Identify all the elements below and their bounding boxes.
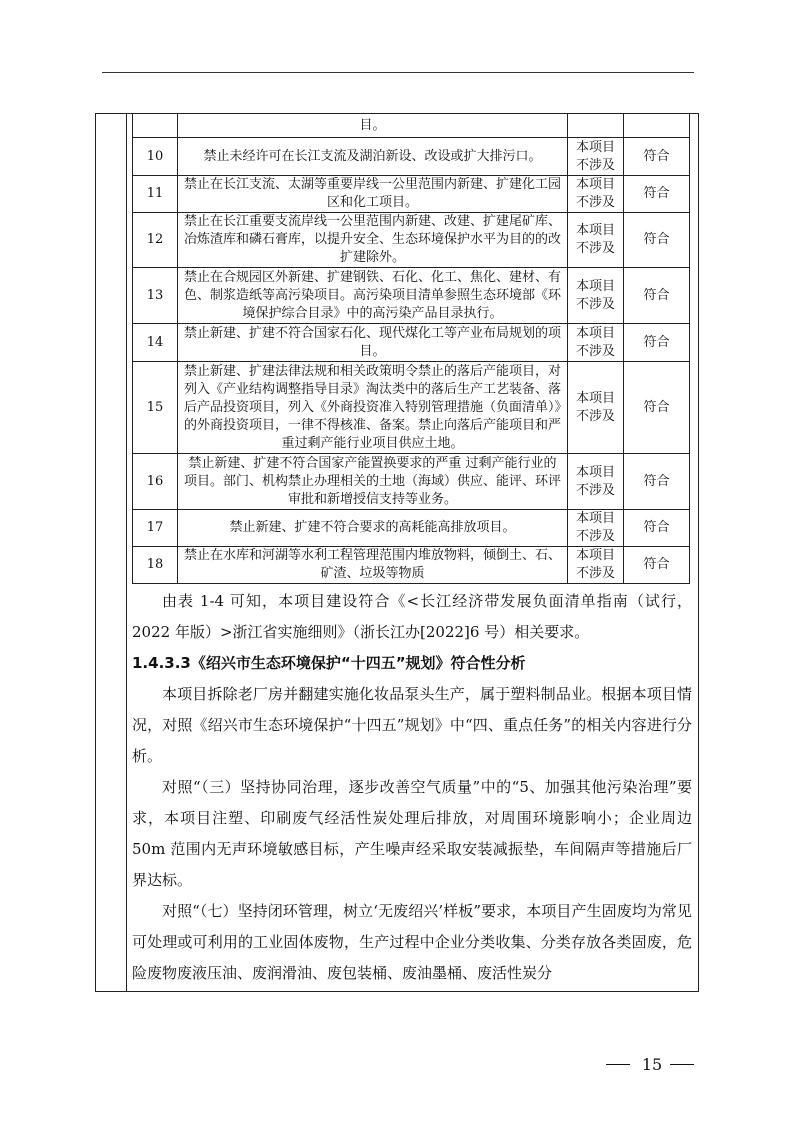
table-cell-content: 禁止新建、扩建法律法规和相关政策明令禁止的落后产能项目，对列入《产业结构调整指导目录》淘汰类中的落后生产工艺装备、落后产品投资项目，列入《外商投资准入特别管理措施（负面清单）》的外商投资项目，一律不得核准、备案。禁止向落后产能项目和严重过剩产能行业项目供应土地。 <box>178 362 568 454</box>
table-cell-num: 11 <box>133 176 178 213</box>
table-row <box>133 324 690 362</box>
status-line2: 不涉及 <box>575 157 615 173</box>
table-row <box>133 176 690 213</box>
table-cell-content: 禁止新建、扩建不符合国家石化、现代煤化工等产业布局规划的项目。 <box>178 324 568 362</box>
table-cell-content: 禁止新建、扩建不符合国家产能置换要求的严重 过剩产能行业的项目。部门、机构禁止办理相关的土地（海域）供应、能评、环评审批和新增授信支持等业务。 <box>178 454 568 510</box>
table-cell-status <box>568 114 624 138</box>
table-cell-content: 禁止新建、扩建不符合要求的高耗能高排放项目。 <box>178 510 568 547</box>
page-number-dash-left <box>606 1064 630 1065</box>
table-cell-result: 符合 <box>624 324 690 362</box>
table-cell-result: 符合 <box>624 268 690 324</box>
status-line1: 本项目 <box>575 223 615 238</box>
table-row-continuation <box>133 114 690 138</box>
status-line1: 本项目 <box>575 548 615 563</box>
table-cell-num: 15 <box>133 362 178 454</box>
table-cell-status <box>568 362 624 454</box>
table-cell-num: 12 <box>133 213 178 268</box>
status-line1: 本项目 <box>575 511 615 526</box>
table-cell-content: 禁止在合规园区外新建、扩建钢铁、石化、化工、焦化、建材、有色、制浆造纸等高污染项目。高污染项目清单参照生态环境部《环境保护综合目录》中的高污染产品目录执行。 <box>178 268 568 324</box>
table-cell-content: 禁止在长江重要支流岸线一公里范围内新建、改建、扩建尾矿库、冶炼渣库和磷石膏库，以提升安全、生态环境保护水平为目的的改扩建除外。 <box>178 213 568 268</box>
paragraph-air-quality: 对照“（三）坚持协同治理，逐步改善空气质量”中的“5、加强其他污染治理”要求，本项目注塑、印刷废气经活性炭处理后排放，对周围环境影响小；企业周边 50m 范围内无声环境敏感目标，产生噪声经采取安装减振垫，车间隔声等措施后厂界达标。 <box>132 778 692 889</box>
negative-list-table <box>132 113 690 584</box>
status-line2: 不涉及 <box>575 529 615 544</box>
paragraph-waste-management: 对照“（七）坚持闭环管理，树立‘无废绍兴’样板”要求，本项目产生固废均为常见可处理或可利用的工业固体废物，生产过程中企业分类收集、分类存放各类固废，危险废物废液压油、废润滑油、废包装桶、废油墨桶、废活性炭分 <box>132 902 692 982</box>
table-row <box>133 454 690 510</box>
status-line2: 不涉及 <box>575 241 615 256</box>
table-cell-status <box>568 547 624 584</box>
table-cell-status <box>568 324 624 362</box>
status-line1: 本项目 <box>575 177 615 192</box>
paragraph-project-intro: 本项目拆除老厂房并翻建实施化妆品泵头生产，属于塑料制品业。根据本项目情况，对照《绍兴市生态环境保护“十四五”规划》中“四、重点任务”的相关内容进行分析。 <box>132 685 692 765</box>
table-cell-content: 目。 <box>178 114 568 138</box>
status-line1: 本项目 <box>575 139 615 155</box>
table-row <box>133 362 690 454</box>
status-line1: 本项目 <box>575 464 615 480</box>
table-cell-result: 符合 <box>624 362 690 454</box>
table-cell-num: 17 <box>133 510 178 547</box>
paragraph-table-conclusion: 由表 1-4 可知，本项目建设符合《<长江经济带发展负面清单指南（试行，2022 年版）>浙江省实施细则》（浙长江办[2022]6 号）相关要求。 <box>132 592 692 641</box>
table-row <box>133 268 690 324</box>
table-cell-status <box>568 454 624 510</box>
table-cell-num: 18 <box>133 547 178 584</box>
table-cell-result: 符合 <box>624 138 690 176</box>
table-cell-result: 符合 <box>624 547 690 584</box>
table-cell-result: 符合 <box>624 454 690 510</box>
table-cell-status <box>568 213 624 268</box>
table-cell-status <box>568 268 624 324</box>
status-line2: 不涉及 <box>575 408 615 424</box>
table-cell-content: 禁止在长江支流、太湖等重要岸线一公里范围内新建、扩建化工园区和化工项目。 <box>178 176 568 213</box>
table-cell-status <box>568 510 624 547</box>
frame-left-column-divider <box>126 114 127 991</box>
header-rule <box>102 72 694 73</box>
table-cell-content: 禁止在水库和河湖等水利工程管理范围内堆放物料，倾倒土、石、矿渣、垃圾等物质 <box>178 547 568 584</box>
table-cell-num: 13 <box>133 268 178 324</box>
status-line2: 不涉及 <box>575 195 615 210</box>
table-cell-result: 符合 <box>624 176 690 213</box>
table-cell-status <box>568 176 624 213</box>
status-line1: 本项目 <box>575 325 615 341</box>
section-heading: 1.4.3.3《绍兴市生态环境保护“十四五”规划》符合性分析 <box>132 654 526 672</box>
table-cell-content: 禁止未经许可在长江支流及湖泊新设、改设或扩大排污口。 <box>178 138 568 176</box>
table-cell-num: 10 <box>133 138 178 176</box>
page-number-dash-right <box>670 1064 694 1065</box>
table-cell-num <box>133 114 178 138</box>
body-text <box>132 586 692 989</box>
page-number: 15 <box>641 1055 663 1074</box>
status-line2: 不涉及 <box>575 482 615 498</box>
table-row <box>133 510 690 547</box>
table-cell-result: 符合 <box>624 213 690 268</box>
status-line1: 本项目 <box>575 278 615 294</box>
table-row <box>133 213 690 268</box>
status-line2: 不涉及 <box>575 343 615 359</box>
status-line1: 本项目 <box>575 390 615 406</box>
status-line2: 不涉及 <box>575 566 615 581</box>
table-cell-status <box>568 138 624 176</box>
table-cell-num: 14 <box>133 324 178 362</box>
table-cell-result: 符合 <box>624 510 690 547</box>
page-number-footer <box>0 1054 794 1076</box>
table-cell-num: 16 <box>133 454 178 510</box>
table-row <box>133 138 690 176</box>
status-line2: 不涉及 <box>575 296 615 312</box>
table-row <box>133 547 690 584</box>
table-cell-result <box>624 114 690 138</box>
